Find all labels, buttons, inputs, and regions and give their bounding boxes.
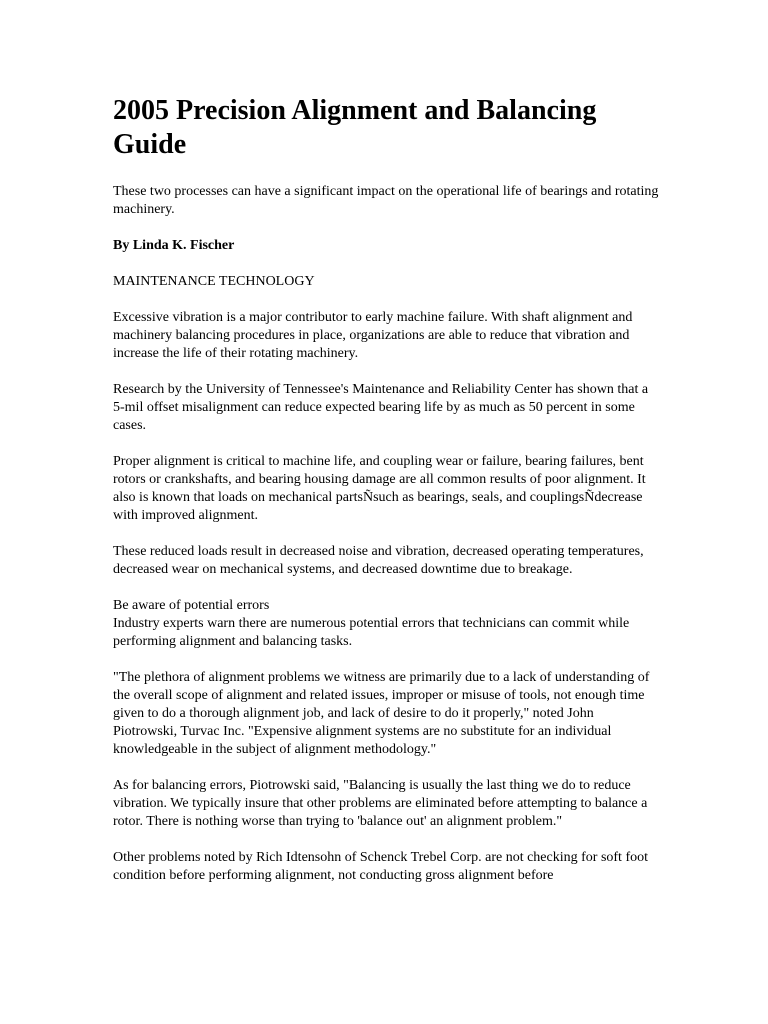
paragraph-6: "The plethora of alignment problems we witness are primarily due to a lack of understanding of the overall scope of alignment and related issues, improper or misuse of tools, not enough time given to do a thorough alignment job, and lack of desire to do it properly," noted John Piotrowski, Turvac Inc. "Expensive alignment systems are no substitute for an individual knowledgeable in the subject of alignment methodology." (113, 670, 650, 757)
article-title: 2005 Precision Alignment and Balancing Guide (113, 95, 597, 160)
article-byline: By Linda K. Fischer (113, 238, 235, 253)
section-label: MAINTENANCE TECHNOLOGY (113, 274, 315, 289)
paragraph-5: Industry experts warn there are numerous potential errors that technicians can commit while performing alignment and balancing tasks. (113, 616, 630, 649)
subheading-block (113, 597, 661, 651)
document-page (113, 94, 661, 885)
paragraph-1: Excessive vibration is a major contributor to early machine failure. With shaft alignment and machinery balancing procedures in place, organizations are able to reduce that vibration and increase the life of their rotating machinery. (113, 310, 633, 361)
paragraph-4: These reduced loads result in decreased noise and vibration, decreased operating temperatures, decreased wear on mechanical systems, and decreased downtime due to breakage. (113, 544, 644, 577)
paragraph-7: As for balancing errors, Piotrowski said, "Balancing is usually the last thing we do to reduce vibration. We typically insure that other problems are eliminated before attempting to balance a rotor. There is nothing worse than trying to 'balance out' an alignment problem." (113, 778, 648, 829)
article-subtitle: These two processes can have a significant impact on the operational life of bearings and rotating machinery. (113, 184, 659, 217)
paragraph-2: Research by the University of Tennessee's Maintenance and Reliability Center has shown that a 5-mil offset misalignment can reduce expected bearing life by as much as 50 percent in some cases. (113, 382, 649, 433)
paragraph-8: Other problems noted by Rich Idtensohn of Schenck Trebel Corp. are not checking for soft foot condition before performing alignment, not conducting gross alignment before (113, 850, 649, 883)
subheading: Be aware of potential errors (113, 598, 270, 613)
paragraph-3: Proper alignment is critical to machine life, and coupling wear or failure, bearing failures, bent rotors or crankshafts, and bearing housing damage are all common results of poor alignment. It also is known that loads on mechanical partsÑsuch as bearings, seals, and couplingsÑdecrease with improved alignment. (113, 454, 646, 523)
